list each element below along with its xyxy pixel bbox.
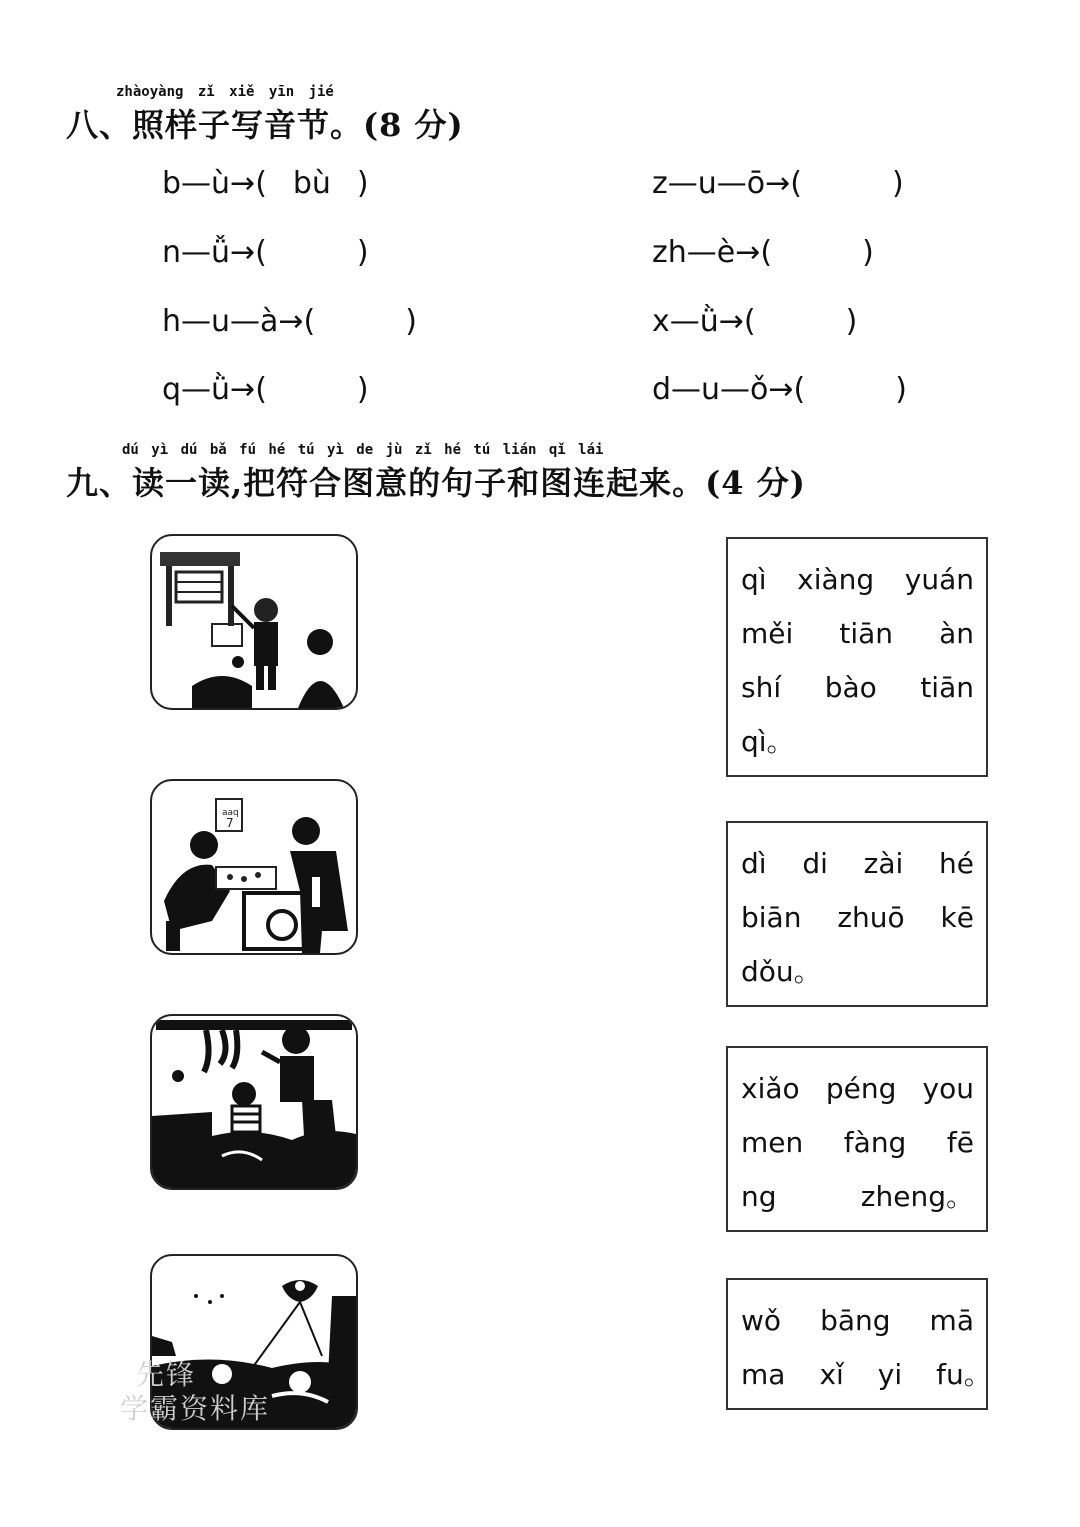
tadpole-catching-illustration-icon[interactable] bbox=[150, 1014, 358, 1190]
syllable-exercise bbox=[652, 235, 874, 270]
pinyin-word: shí bbox=[741, 671, 782, 704]
pinyin-word: ma bbox=[741, 1358, 786, 1391]
pinyin-word: tiān bbox=[920, 671, 974, 704]
pinyin-word: fàng bbox=[843, 1126, 907, 1159]
pinyin-word: fu。 bbox=[936, 1358, 992, 1391]
pinyin-word: men bbox=[741, 1126, 804, 1159]
exercise-prompt: q—ǜ→( bbox=[162, 372, 267, 407]
pinyin-word: tiān bbox=[839, 617, 894, 650]
pinyin-word: you bbox=[922, 1072, 974, 1105]
section9-title: 九、读一读,把符合图意的句子和图连起来。(4 分) bbox=[66, 464, 806, 502]
exercise-prompt: x—ǜ→( bbox=[652, 304, 756, 339]
pinyin-word: kē bbox=[940, 901, 974, 934]
exercise-close-paren: ) bbox=[356, 372, 369, 407]
sentence-line bbox=[741, 607, 974, 661]
exercise-close-paren: ) bbox=[891, 166, 904, 201]
pinyin-word: dì bbox=[741, 847, 767, 880]
pinyin-word: xiàng bbox=[797, 563, 875, 596]
pinyin-word: zheng。 bbox=[860, 1180, 974, 1213]
pinyin-word: bào bbox=[824, 671, 877, 704]
pinyin-word: zài bbox=[863, 847, 904, 880]
pinyin-word: xiǎo bbox=[741, 1072, 800, 1105]
sentence-line bbox=[741, 715, 974, 769]
pinyin-word: wǒ bbox=[741, 1304, 782, 1337]
pinyin-word: měi bbox=[741, 617, 794, 650]
pinyin-word: dǒu。 bbox=[741, 955, 822, 988]
sentence-line bbox=[741, 553, 974, 607]
watermark-line1: 先锋 bbox=[136, 1358, 197, 1391]
sentence-box[interactable] bbox=[726, 1046, 988, 1232]
section8-pinyin: zhàoyàng zǐ xiě yīn jié bbox=[116, 84, 334, 100]
sentence-box[interactable] bbox=[726, 821, 988, 1007]
sentence-line bbox=[741, 1116, 974, 1170]
sentence-box[interactable] bbox=[726, 537, 988, 777]
syllable-exercise bbox=[652, 166, 904, 201]
exercise-prompt: z—u—ō→( bbox=[652, 166, 802, 201]
exercise-close-paren: ) bbox=[356, 166, 369, 201]
sentence-line bbox=[741, 1062, 974, 1116]
sentence-line bbox=[741, 891, 974, 945]
section9-pinyin: dú yì dú bǎ fú hé tú yì de jù zǐ hé tú lián qǐ lái bbox=[122, 442, 604, 458]
pinyin-word: zhuō bbox=[837, 901, 905, 934]
syllable-exercise bbox=[162, 372, 369, 407]
sentence-line bbox=[741, 945, 974, 999]
pinyin-word: àn bbox=[939, 617, 974, 650]
syllable-exercise bbox=[162, 235, 369, 270]
syllable-exercise bbox=[162, 304, 417, 339]
pinyin-word: yi bbox=[877, 1358, 903, 1391]
exercise-prompt: zh—è→( bbox=[652, 235, 773, 270]
pinyin-word: péng bbox=[825, 1072, 897, 1105]
sentence-line bbox=[741, 1294, 974, 1348]
pinyin-word: qì bbox=[741, 563, 767, 596]
svg-text:aaq: aaq bbox=[222, 808, 239, 818]
exercise-prompt: h—u—à→( bbox=[162, 304, 316, 339]
sentence-line bbox=[741, 1348, 992, 1402]
exercise-close-paren: ) bbox=[356, 235, 369, 270]
pinyin-word: bāng bbox=[820, 1304, 891, 1337]
exercise-prompt: b—ù→( bbox=[162, 166, 267, 201]
exercise-prompt: d—u—ǒ→( bbox=[652, 372, 806, 407]
laundry-illustration-icon[interactable] bbox=[150, 779, 358, 955]
pinyin-word: mā bbox=[929, 1304, 974, 1337]
sentence-line bbox=[741, 837, 974, 891]
pinyin-word: ng bbox=[741, 1180, 777, 1213]
pinyin-word: qì。 bbox=[741, 725, 795, 758]
exercise-close-paren: ) bbox=[405, 304, 417, 339]
exercise-prompt: n—ǚ→( bbox=[162, 235, 267, 270]
watermark bbox=[120, 1358, 270, 1426]
exercise-close-paren: ) bbox=[862, 235, 874, 270]
exercise-close-paren: ) bbox=[845, 304, 858, 339]
exercise-close-paren: ) bbox=[895, 372, 907, 407]
sentence-line bbox=[741, 1170, 974, 1224]
section8-title: 八、照样子写音节。(8 分) bbox=[66, 106, 464, 144]
pinyin-word: fē bbox=[946, 1126, 974, 1159]
weather-station-illustration-icon[interactable] bbox=[150, 534, 358, 710]
pinyin-word: xǐ bbox=[819, 1358, 844, 1391]
sentence-line bbox=[741, 661, 974, 715]
answer-blank[interactable]: bù bbox=[292, 166, 331, 201]
sentence-box[interactable] bbox=[726, 1278, 992, 1410]
syllable-exercise bbox=[652, 304, 857, 339]
svg-text:7: 7 bbox=[226, 816, 234, 830]
pinyin-word: biān bbox=[741, 901, 802, 934]
pinyin-word: di bbox=[802, 847, 828, 880]
syllable-exercise bbox=[652, 372, 907, 407]
pinyin-word: hé bbox=[939, 847, 974, 880]
pinyin-word: yuán bbox=[904, 563, 974, 596]
watermark-line2: 学霸资料库 bbox=[120, 1392, 271, 1425]
syllable-exercise bbox=[162, 166, 369, 201]
